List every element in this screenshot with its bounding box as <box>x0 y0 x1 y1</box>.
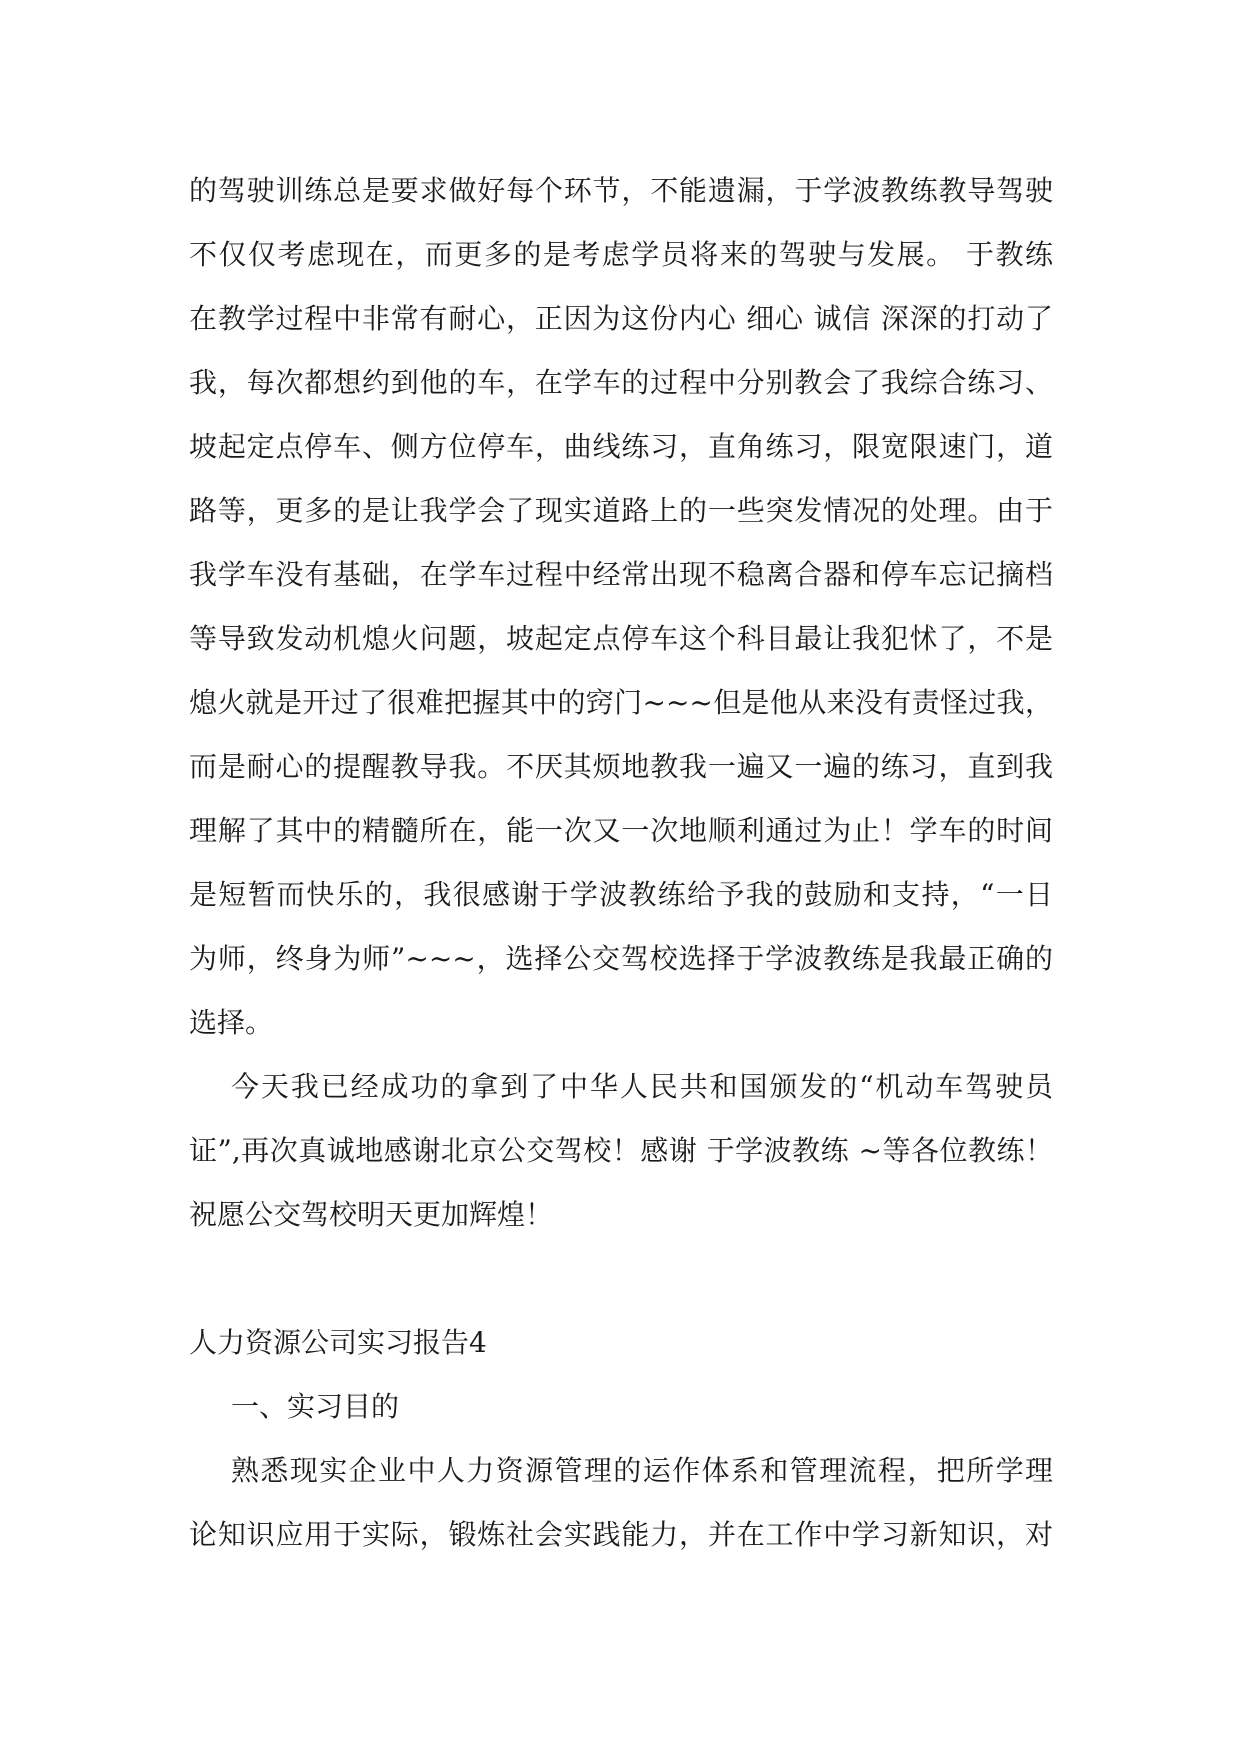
text-line: 为师，终身为师”~~~，选择公交驾校选择于学波教练是我最正确的 <box>189 942 1053 975</box>
text-line: 熄火就是开过了很难把握其中的窍门~~~但是他从来没有责怪过我， <box>189 686 1053 719</box>
text-line: 祝愿公交驾校明天更加辉煌！ <box>189 1198 554 1231</box>
text-line: 选择。 <box>189 1006 274 1039</box>
text-line: 证”,再次真诚地感谢北京公交驾校！感谢 于学波教练 ~等各位教练！ <box>189 1134 1053 1167</box>
text-line: 坡起定点停车、侧方位停车，曲线练习，直角练习，限宽限速门，道 <box>189 430 1053 463</box>
document-body <box>189 159 1053 1567</box>
text-line: 今天我已经成功的拿到了中华人民共和国颁发的“机动车驾驶员 <box>231 1070 1053 1103</box>
section-title: 人力资源公司实习报告4 <box>189 1326 487 1359</box>
text-line: 熟悉现实企业中人力资源管理的运作体系和管理流程，把所学理 <box>231 1454 1053 1487</box>
text-line: 在教学过程中非常有耐心，正因为这份内心 细心 诚信 深深的打动了 <box>189 302 1053 335</box>
text-line: 我，每次都想约到他的车，在学车的过程中分别教会了我综合练习、 <box>189 366 1053 399</box>
text-line: 论知识应用于实际，锻炼社会实践能力，并在工作中学习新知识，对 <box>189 1518 1053 1551</box>
text-line: 是短暂而快乐的，我很感谢于学波教练给予我的鼓励和支持，“一日 <box>189 878 1053 911</box>
text-line: 等导致发动机熄火问题，坡起定点停车这个科目最让我犯怵了，不是 <box>189 622 1053 655</box>
paragraph-driving-training <box>189 159 1053 1055</box>
paragraph-spacer <box>189 1247 1053 1311</box>
paragraph-license-thanks <box>189 1055 1053 1247</box>
subheading: 一、实习目的 <box>231 1390 400 1423</box>
paragraph-internship-purpose <box>189 1439 1053 1567</box>
text-line: 我学车没有基础，在学车过程中经常出现不稳离合器和停车忘记摘档 <box>189 558 1053 591</box>
text-line: 的驾驶训练总是要求做好每个环节，不能遗漏，于学波教练教导驾驶 <box>189 174 1053 207</box>
text-line: 而是耐心的提醒教导我。不厌其烦地教我一遍又一遍的练习，直到我 <box>189 750 1053 783</box>
text-line: 不仅仅考虑现在，而更多的是考虑学员将来的驾驶与发展。 于教练 <box>189 238 1053 271</box>
text-line: 路等，更多的是让我学会了现实道路上的一些突发情况的处理。由于 <box>189 494 1053 527</box>
text-line: 理解了其中的精髓所在，能一次又一次地顺利通过为止！学车的时间 <box>189 814 1053 847</box>
